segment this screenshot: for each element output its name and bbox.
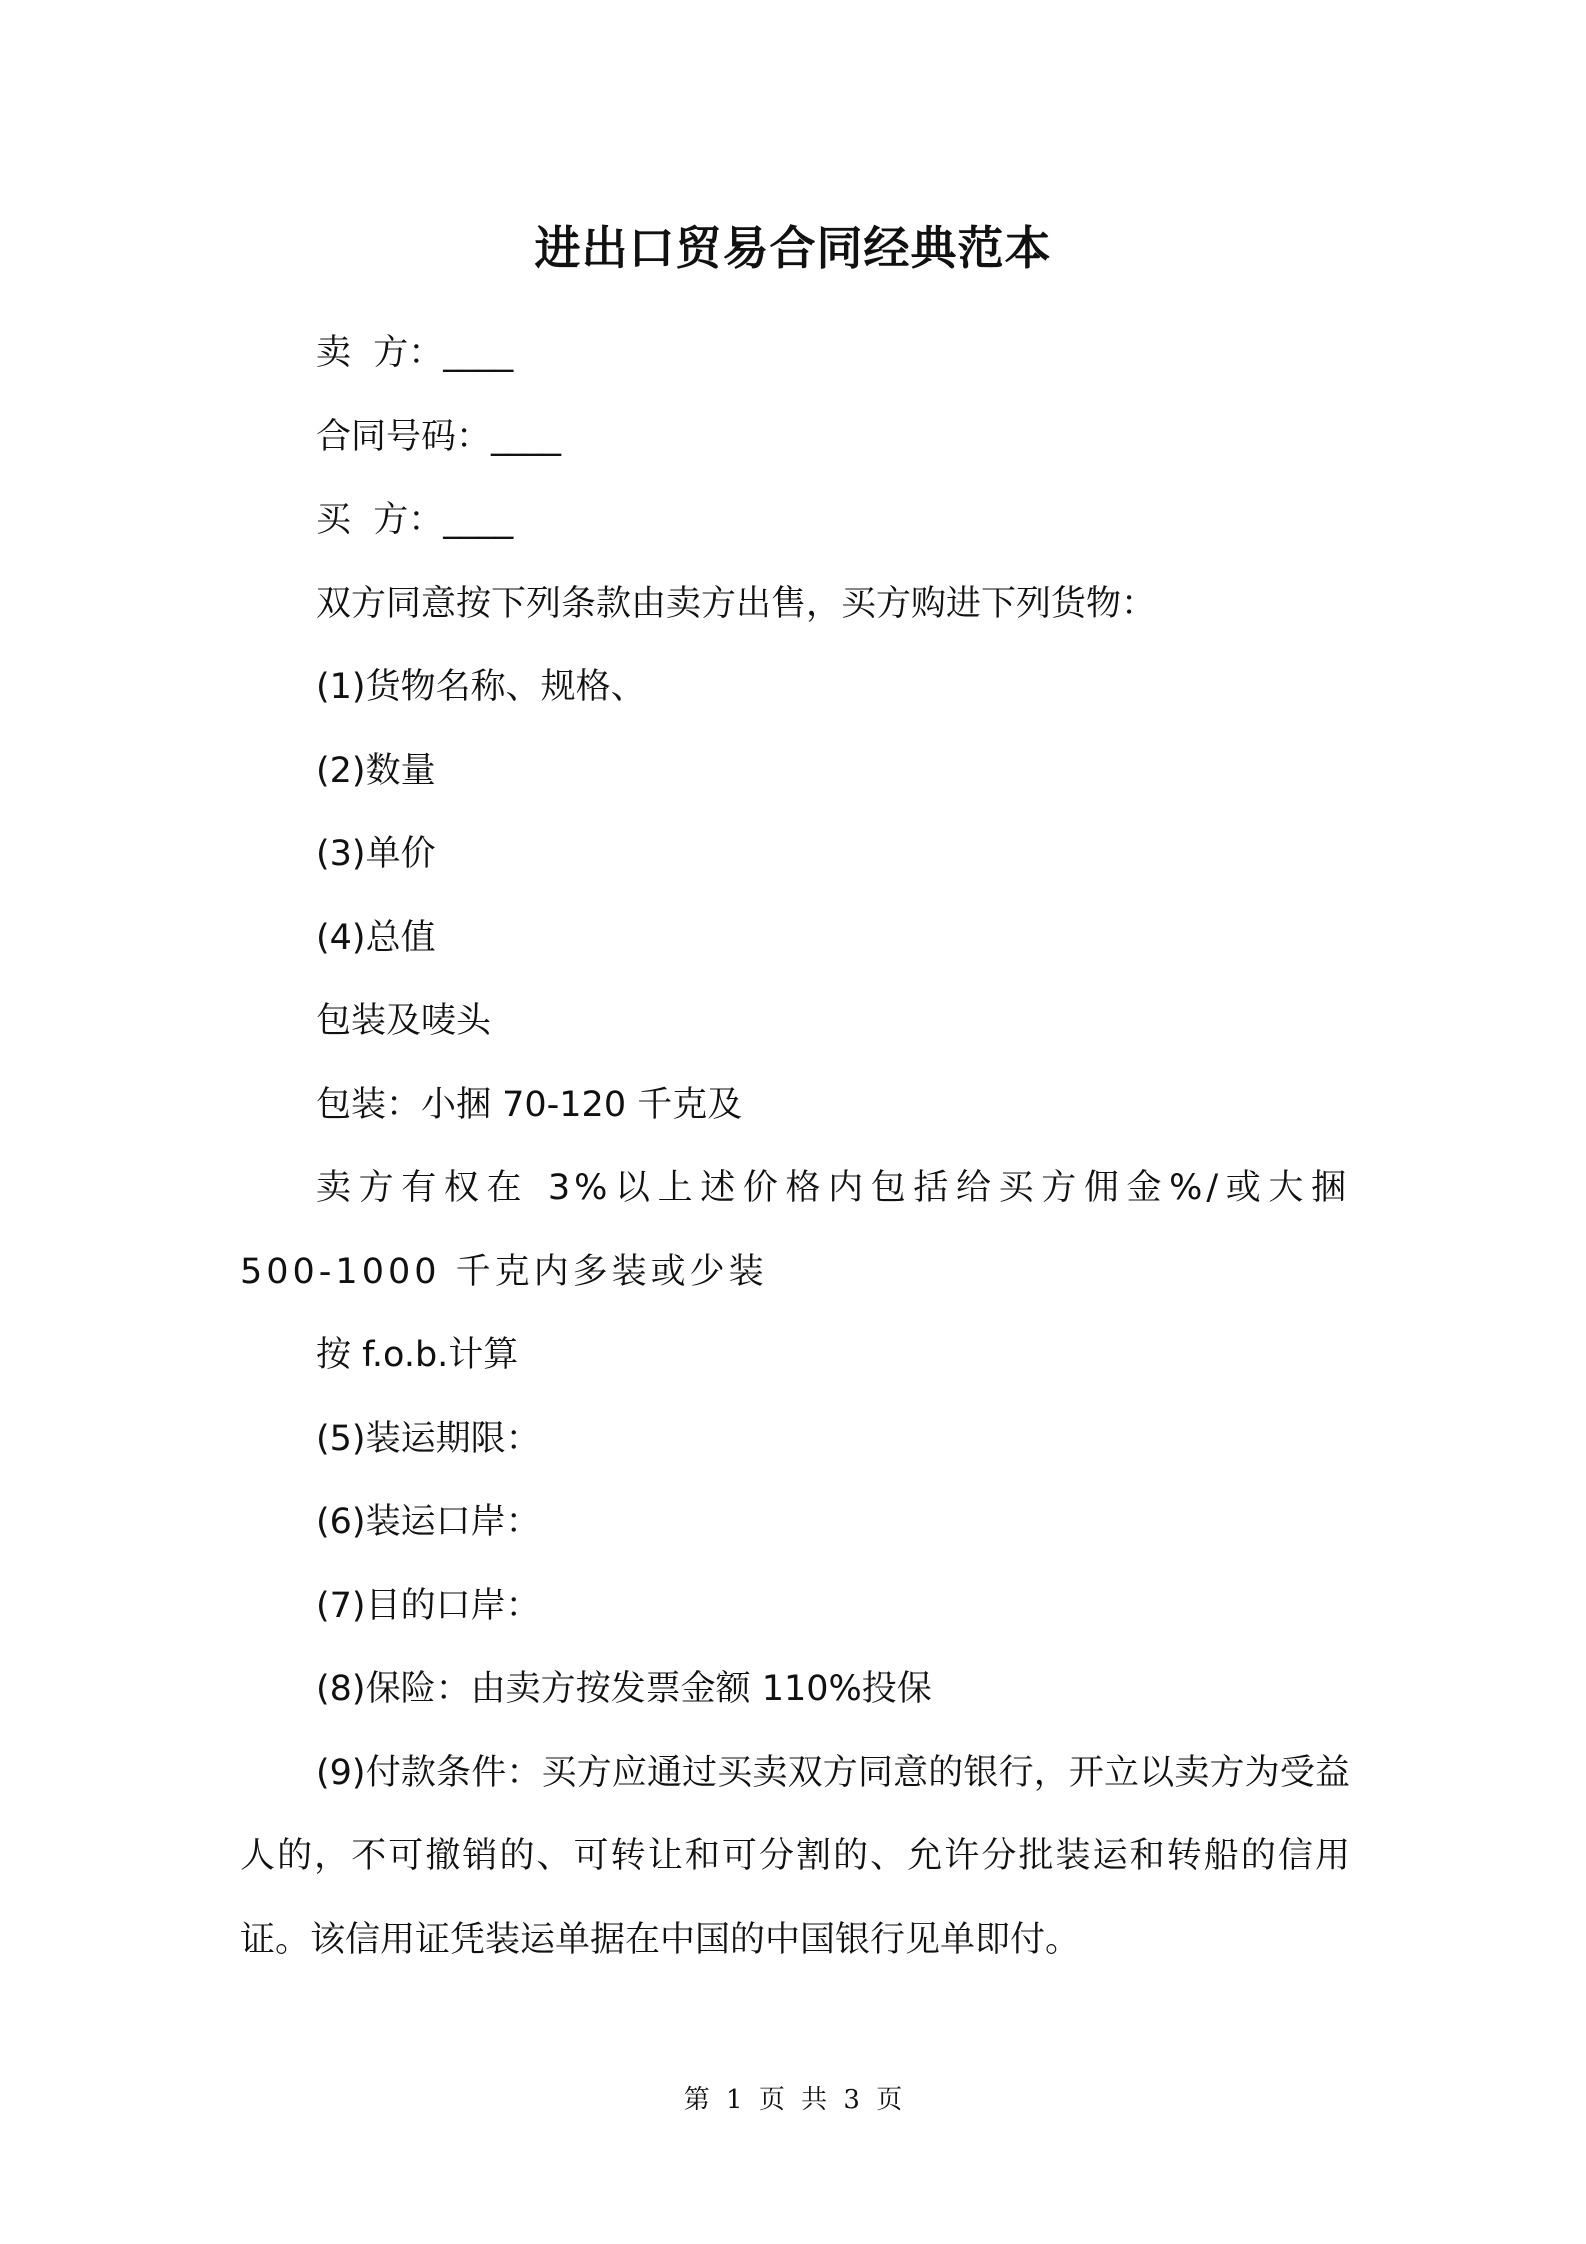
document-title: 进出口贸易合同经典范本	[534, 221, 1052, 275]
total-value-line: (4)总值	[316, 917, 436, 958]
port-of-shipment-line: (6)装运口岸：	[316, 1502, 541, 1542]
contract-number-line: 合同号码：____	[316, 416, 562, 457]
insurance-line: (8)保险：由卖方按发票金额 110%投保	[316, 1669, 932, 1709]
packing-marks-line: 包装及唛头	[316, 1001, 492, 1041]
quantity-line: (2)数量	[316, 750, 436, 791]
fob-line: 按 f.o.b.计算	[316, 1335, 519, 1375]
page-number-footer: 第 1 页 共 3 页	[683, 2085, 903, 2115]
agreement-line: 双方同意按下列条款由卖方出售，买方购进下列货物：	[316, 583, 1157, 624]
buyer-line: 买 方：____	[316, 500, 514, 540]
port-of-destination-line: (7)目的口岸：	[316, 1585, 541, 1626]
document-body	[240, 312, 1350, 1982]
seller-line: 卖 方：____	[316, 333, 514, 373]
unit-price-line: (3)单价	[316, 834, 436, 874]
payment-terms-paragraph: (9)付款条件：买方应通过买卖双方同意的银行，开立以卖方为受益人的，不可撤销的、可转让和可分割的、允许分批装运和转船的信用证。该信用证凭装运单据在中国的中国银行见单即付。	[240, 1752, 1350, 1960]
packing-line: 包装：小捆 70-120 千克及	[316, 1084, 743, 1125]
shipment-period-line: (5)装运期限：	[316, 1418, 541, 1459]
seller-rights-paragraph: 卖方有权在 3%以上述价格内包括给买方佣金%/或大捆 500-1000 千克内多装或少装	[240, 1168, 1350, 1292]
goods-name-line: (1)货物名称、规格、	[316, 667, 646, 707]
